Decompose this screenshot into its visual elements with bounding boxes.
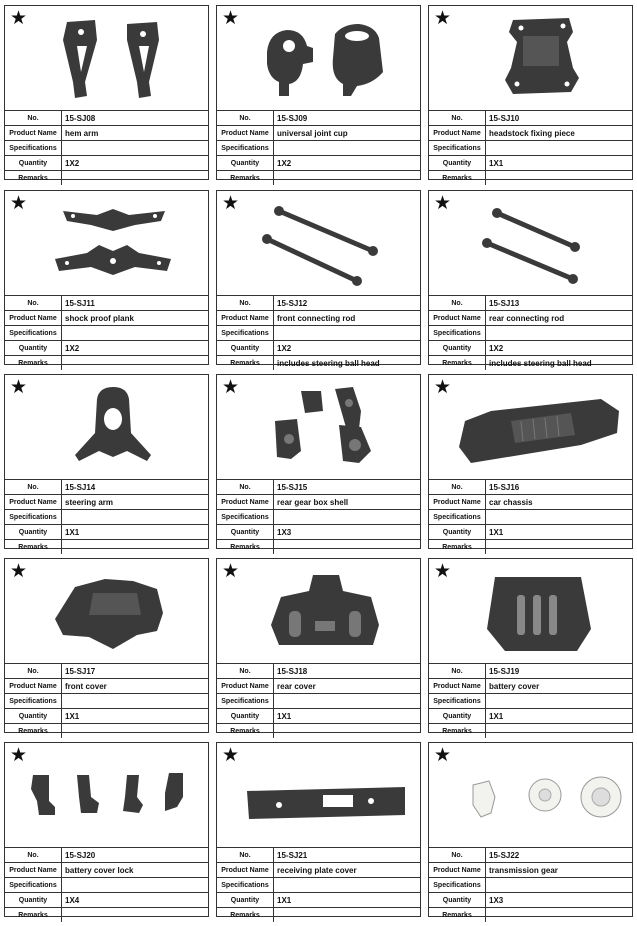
specifications [486, 141, 633, 156]
specifications [62, 141, 209, 156]
specifications [62, 694, 209, 709]
part-card [4, 374, 209, 549]
product-name-label: Product Name [5, 311, 62, 326]
quantity-label: Quantity [217, 709, 274, 724]
product-name: universal joint cup [274, 126, 421, 141]
remarks-label: Remarks [217, 356, 274, 371]
no-label: No. [429, 664, 486, 679]
quantity: 1X2 [274, 341, 421, 356]
specifications-label: Specifications [5, 510, 62, 525]
product-name-label: Product Name [5, 863, 62, 878]
remarks-label: Remarks [429, 540, 486, 555]
specifications [62, 878, 209, 893]
product-name-label: Product Name [429, 679, 486, 694]
remarks [62, 356, 209, 371]
gear-icon [451, 749, 623, 847]
specifications-label: Specifications [5, 694, 62, 709]
star-icon: ★ [434, 192, 452, 214]
no-label: No. [217, 111, 274, 126]
product-name: rear gear box shell [274, 495, 421, 510]
star-icon: ★ [434, 744, 452, 766]
quantity-label: Quantity [429, 893, 486, 908]
spec-table [217, 110, 420, 185]
remarks-label: Remarks [429, 908, 486, 923]
quantity-label: Quantity [5, 525, 62, 540]
no-label: No. [429, 111, 486, 126]
spec-table [217, 847, 420, 922]
no-label: No. [217, 848, 274, 863]
quantity: 1X2 [274, 156, 421, 171]
specifications [62, 510, 209, 525]
specifications-label: Specifications [217, 141, 274, 156]
spec-table [429, 847, 632, 922]
part-card [4, 558, 209, 733]
remarks [274, 171, 421, 186]
remarks-label: Remarks [429, 171, 486, 186]
front-cover-icon [27, 565, 199, 663]
quantity: 1X2 [62, 156, 209, 171]
quantity: 1X1 [274, 709, 421, 724]
specifications [274, 878, 421, 893]
part-card [428, 742, 633, 917]
part-card [216, 190, 421, 368]
quantity: 1X1 [274, 893, 421, 908]
remarks [62, 171, 209, 186]
quantity-label: Quantity [5, 709, 62, 724]
product-name-label: Product Name [429, 311, 486, 326]
part-number: 15-SJ19 [486, 664, 633, 679]
specifications-label: Specifications [217, 878, 274, 893]
specifications-label: Specifications [429, 326, 486, 341]
product-name: rear cover [274, 679, 421, 694]
part-card [216, 742, 421, 917]
product-name: car chassis [486, 495, 633, 510]
part-card [428, 558, 633, 733]
specifications-label: Specifications [5, 141, 62, 156]
quantity: 1X4 [62, 893, 209, 908]
quantity: 1X2 [62, 341, 209, 356]
quantity: 1X2 [486, 341, 633, 356]
no-label: No. [5, 480, 62, 495]
star-icon: ★ [222, 7, 240, 29]
connecting-rod-icon [451, 197, 623, 295]
star-icon: ★ [10, 744, 28, 766]
quantity-label: Quantity [217, 156, 274, 171]
specifications [62, 326, 209, 341]
parts-catalog-grid [4, 5, 634, 923]
spec-table [217, 663, 420, 738]
specifications [486, 510, 633, 525]
spec-table [5, 847, 208, 922]
hem-arm-icon [27, 12, 199, 110]
quantity: 1X3 [274, 525, 421, 540]
specifications-label: Specifications [217, 694, 274, 709]
product-name-label: Product Name [5, 679, 62, 694]
specifications-label: Specifications [429, 510, 486, 525]
star-icon: ★ [434, 7, 452, 29]
quantity: 1X1 [62, 709, 209, 724]
part-card [4, 5, 209, 180]
part-number: 15-SJ21 [274, 848, 421, 863]
specifications-label: Specifications [5, 326, 62, 341]
specifications-label: Specifications [217, 326, 274, 341]
product-name-label: Product Name [217, 495, 274, 510]
quantity-label: Quantity [217, 525, 274, 540]
product-name: receiving plate cover [274, 863, 421, 878]
remarks-label: Remarks [5, 171, 62, 186]
quantity-label: Quantity [217, 893, 274, 908]
quantity-label: Quantity [429, 341, 486, 356]
specifications [274, 141, 421, 156]
star-icon: ★ [222, 744, 240, 766]
plate-cover-icon [239, 749, 411, 847]
part-number: 15-SJ22 [486, 848, 633, 863]
product-name-label: Product Name [429, 863, 486, 878]
product-name-label: Product Name [5, 495, 62, 510]
part-number: 15-SJ08 [62, 111, 209, 126]
product-name-label: Product Name [429, 495, 486, 510]
no-label: No. [5, 296, 62, 311]
product-name: rear connecting rod [486, 311, 633, 326]
product-name: battery cover [486, 679, 633, 694]
remarks [62, 908, 209, 923]
specifications [486, 694, 633, 709]
product-name: shock proof plank [62, 311, 209, 326]
part-card [4, 190, 209, 365]
star-icon: ★ [222, 376, 240, 398]
spec-table [5, 110, 208, 185]
steering-arm-icon [27, 381, 199, 479]
shock-plank-icon [27, 197, 199, 295]
star-icon: ★ [10, 560, 28, 582]
star-icon: ★ [434, 376, 452, 398]
spec-table [429, 479, 632, 554]
spec-table [5, 295, 208, 370]
no-label: No. [429, 848, 486, 863]
star-icon: ★ [434, 560, 452, 582]
part-number: 15-SJ18 [274, 664, 421, 679]
product-name-label: Product Name [217, 863, 274, 878]
product-name: headstock fixing piece [486, 126, 633, 141]
specifications [486, 326, 633, 341]
no-label: No. [217, 480, 274, 495]
star-icon: ★ [222, 560, 240, 582]
headstock-icon [451, 12, 623, 110]
quantity-label: Quantity [429, 156, 486, 171]
star-icon: ★ [10, 192, 28, 214]
rear-cover-icon [239, 565, 411, 663]
remarks [274, 908, 421, 923]
no-label: No. [5, 111, 62, 126]
part-card [216, 558, 421, 733]
quantity: 1X1 [486, 156, 633, 171]
star-icon: ★ [10, 7, 28, 29]
part-number: 15-SJ15 [274, 480, 421, 495]
remarks [274, 724, 421, 739]
quantity-label: Quantity [217, 341, 274, 356]
part-card [428, 374, 633, 549]
part-number: 15-SJ17 [62, 664, 209, 679]
part-card [428, 5, 633, 180]
remarks-label: Remarks [217, 171, 274, 186]
remarks-label: Remarks [5, 356, 62, 371]
specifications-label: Specifications [429, 694, 486, 709]
specifications [274, 326, 421, 341]
no-label: No. [5, 848, 62, 863]
part-number: 15-SJ12 [274, 296, 421, 311]
specifications-label: Specifications [429, 878, 486, 893]
specifications [274, 510, 421, 525]
quantity: 1X1 [62, 525, 209, 540]
quantity: 1X1 [486, 525, 633, 540]
no-label: No. [5, 664, 62, 679]
gear-box-shell-icon [239, 381, 411, 479]
cover-lock-icon [27, 749, 199, 847]
remarks [486, 171, 633, 186]
quantity-label: Quantity [429, 709, 486, 724]
quantity-label: Quantity [5, 156, 62, 171]
product-name-label: Product Name [429, 126, 486, 141]
remarks-label: Remarks [217, 724, 274, 739]
no-label: No. [429, 296, 486, 311]
product-name-label: Product Name [5, 126, 62, 141]
product-name-label: Product Name [217, 311, 274, 326]
star-icon: ★ [222, 192, 240, 214]
part-number: 15-SJ11 [62, 296, 209, 311]
spec-table [429, 295, 632, 370]
battery-cover-icon [451, 565, 623, 663]
remarks-label: Remarks [217, 540, 274, 555]
part-number: 15-SJ10 [486, 111, 633, 126]
part-number: 15-SJ09 [274, 111, 421, 126]
product-name: front cover [62, 679, 209, 694]
part-card [428, 190, 633, 368]
remarks-label: Remarks [5, 540, 62, 555]
product-name: front connecting rod [274, 311, 421, 326]
specifications-label: Specifications [5, 878, 62, 893]
spec-table [5, 663, 208, 738]
remarks: includes steering ball head [486, 356, 633, 371]
spec-table [5, 479, 208, 554]
spec-table [217, 295, 420, 370]
product-name: transmission gear [486, 863, 633, 878]
quantity: 1X1 [486, 709, 633, 724]
quantity: 1X3 [486, 893, 633, 908]
specifications-label: Specifications [217, 510, 274, 525]
part-card [4, 742, 209, 917]
star-icon: ★ [10, 376, 28, 398]
joint-cup-icon [239, 12, 411, 110]
part-number: 15-SJ14 [62, 480, 209, 495]
product-name: battery cover lock [62, 863, 209, 878]
remarks-label: Remarks [217, 908, 274, 923]
part-number: 15-SJ16 [486, 480, 633, 495]
spec-table [429, 110, 632, 185]
remarks [486, 540, 633, 555]
part-number: 15-SJ13 [486, 296, 633, 311]
remarks: includes steering ball head [274, 356, 421, 371]
remarks-label: Remarks [5, 724, 62, 739]
part-card [216, 5, 421, 180]
product-name: hem arm [62, 126, 209, 141]
no-label: No. [217, 664, 274, 679]
remarks-label: Remarks [429, 356, 486, 371]
no-label: No. [217, 296, 274, 311]
quantity-label: Quantity [5, 341, 62, 356]
product-name-label: Product Name [217, 126, 274, 141]
product-name-label: Product Name [217, 679, 274, 694]
spec-table [217, 479, 420, 554]
chassis-icon [451, 381, 623, 479]
remarks-label: Remarks [429, 724, 486, 739]
remarks-label: Remarks [5, 908, 62, 923]
remarks [486, 724, 633, 739]
specifications [274, 694, 421, 709]
part-number: 15-SJ20 [62, 848, 209, 863]
spec-table [429, 663, 632, 738]
remarks [62, 724, 209, 739]
product-name: steering arm [62, 495, 209, 510]
specifications-label: Specifications [429, 141, 486, 156]
remarks [274, 540, 421, 555]
specifications [486, 878, 633, 893]
remarks [486, 908, 633, 923]
no-label: No. [429, 480, 486, 495]
part-card [216, 374, 421, 549]
remarks [62, 540, 209, 555]
quantity-label: Quantity [429, 525, 486, 540]
quantity-label: Quantity [5, 893, 62, 908]
connecting-rod-icon [239, 197, 411, 295]
